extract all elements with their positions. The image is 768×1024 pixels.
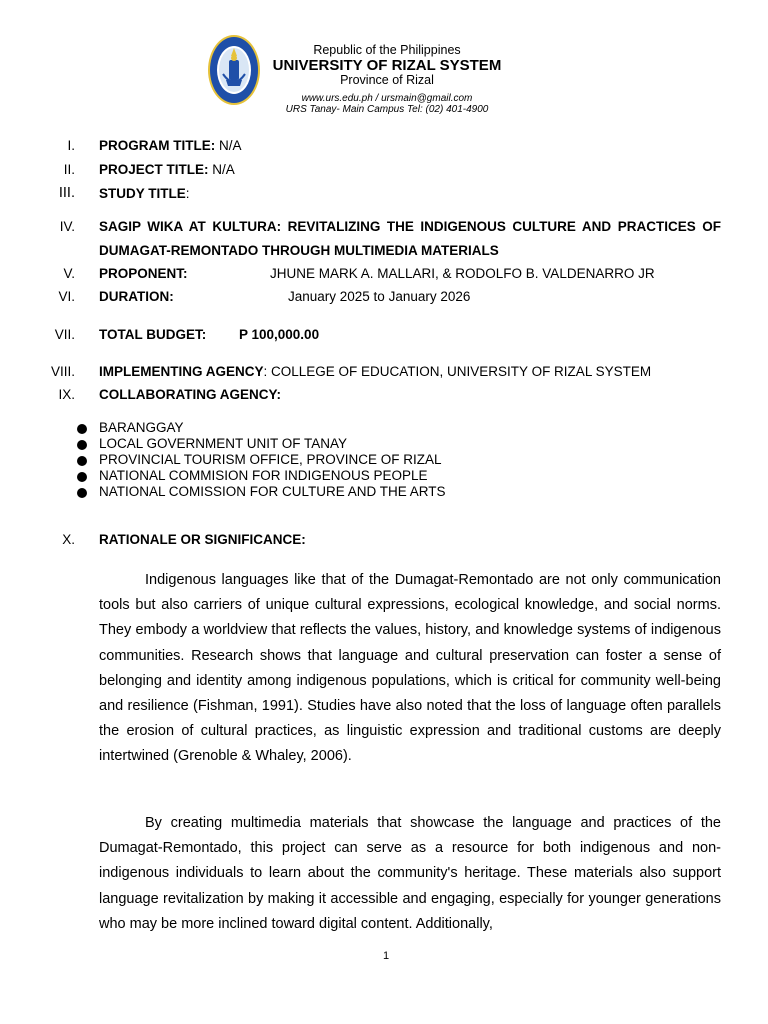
university-seal-icon	[207, 34, 261, 106]
implementing-agency-label: IMPLEMENTING AGENCY	[99, 364, 264, 379]
collaborating-agency-list	[75, 420, 446, 500]
duration-label: DURATION:	[99, 289, 174, 304]
section-number: V.	[63, 266, 75, 281]
project-title-value: N/A	[212, 162, 235, 177]
implementing-agency-value: : COLLEGE OF EDUCATION, UNIVERSITY OF RIZAL SYSTEM	[263, 364, 652, 379]
bullet-icon	[77, 488, 87, 498]
project-title-row	[99, 162, 235, 177]
study-title-colon: :	[185, 186, 190, 201]
study-title-row	[99, 186, 190, 201]
study-title-text: SAGIP WIKA AT KULTURA: REVITALIZING THE INDIGENOUS CULTURE AND PRACTICES OF DUMAGAT-REMONTADO THROUGH MULTIMEDIA MATERIALS	[99, 219, 721, 258]
rationale-paragraph-2: By creating multimedia materials that showcase the language and practices of the Dumagat-Remontado, this project can serve as a resource for both indigenous and non-indigenous individuals to learn about the community's heritage. These materials also support language revitalization by making it accessible and engaging, especially for younger generations who may be more inclined toward digital content. Additionally,	[99, 815, 721, 932]
collaborating-agency-label: COLLABORATING AGENCY:	[99, 387, 281, 402]
list-item	[75, 436, 446, 452]
study-title-label: STUDY TITLE	[99, 186, 186, 201]
implementing-agency-row	[99, 364, 651, 379]
header-campus: URS Tanay- Main Campus Tel: (02) 401-4900	[285, 104, 489, 115]
section-number: II.	[63, 162, 75, 177]
section-number: VII.	[54, 327, 75, 342]
section-number: IX.	[58, 387, 75, 402]
bullet-icon	[77, 472, 87, 482]
list-item	[75, 468, 446, 484]
project-title-label: PROJECT TITLE:	[99, 162, 209, 177]
header-province: Province of Rizal	[340, 73, 434, 87]
section-number: III.	[58, 185, 75, 201]
list-item	[75, 484, 446, 500]
program-title-row	[99, 138, 242, 153]
header-contact: www.urs.edu.ph / ursmain@gmail.com	[301, 93, 473, 104]
header-university-name: UNIVERSITY OF RIZAL SYSTEM	[272, 57, 502, 74]
rationale-heading: RATIONALE OR SIGNIFICANCE:	[99, 532, 306, 547]
proponent-value: JHUNE MARK A. MALLARI, & RODOLFO B. VALDENARRO JR	[270, 266, 655, 281]
section-number: VIII.	[50, 364, 75, 379]
total-budget-label: TOTAL BUDGET:	[99, 327, 207, 342]
bullet-icon	[77, 456, 87, 466]
list-item	[75, 452, 446, 468]
program-title-label: PROGRAM TITLE:	[99, 138, 216, 153]
list-item-text: LOCAL GOVERNMENT UNIT OF TANAY	[99, 436, 348, 451]
rationale-paragraph-1: Indigenous languages like that of the Dumagat-Remontado are not only communication tools but also carriers of unique cultural expressions, ecological knowledge, and social norms. They embody a worldview that reflects the values, history, and knowledge systems of indigenous communities. Research shows that language and cultural preservation can foster a sense of belonging and identity among indigenous populations, which is critical for community well-being and resilience (Fishman, 1991). Studies have also noted that the loss of language often parallels the erosion of cultural practices, as linguistic expression and traditional customs are deeply intertwined (Grenoble & Whaley, 2006).	[99, 572, 721, 765]
proponent-label: PROPONENT:	[99, 266, 188, 281]
section-number: X.	[62, 532, 75, 547]
bullet-icon	[77, 424, 87, 434]
section-number: VI.	[58, 289, 75, 304]
bullet-icon	[77, 440, 87, 450]
section-number: I.	[67, 138, 75, 153]
list-item-text: PROVINCIAL TOURISM OFFICE, PROVINCE OF RIZAL	[99, 452, 442, 467]
list-item-text: BARANGGAY	[99, 420, 184, 435]
section-number: IV.	[59, 219, 75, 234]
page-number: 1	[382, 950, 390, 962]
duration-value: January 2025 to January 2026	[288, 289, 471, 304]
list-item-text: NATIONAL COMISSION FOR CULTURE AND THE ARTS	[99, 484, 446, 499]
program-title-value: N/A	[219, 138, 242, 153]
list-item-text: NATIONAL COMMISION FOR INDIGENOUS PEOPLE	[99, 468, 428, 483]
header-republic: Republic of the Philippines	[313, 43, 461, 57]
total-budget-value: P 100,000.00	[239, 327, 320, 342]
list-item	[75, 420, 446, 436]
